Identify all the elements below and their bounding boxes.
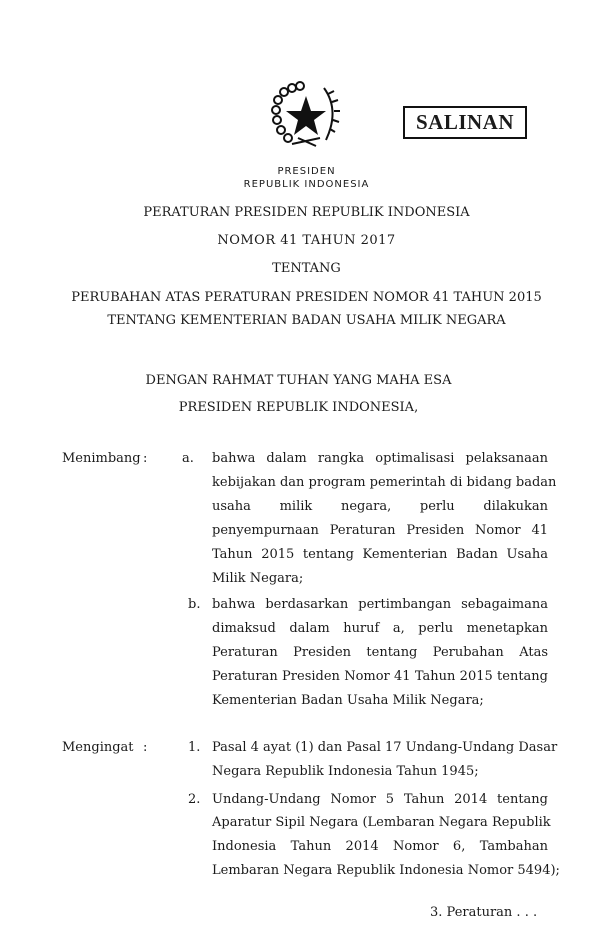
- menimbang-label: Menimbang: [62, 451, 141, 466]
- salinan-stamp: SALINAN: [403, 106, 527, 139]
- office-line-2: REPUBLIK INDONESIA: [243, 179, 370, 190]
- item-marker: a.: [182, 451, 194, 466]
- item-line: bahwa berdasarkan pertimbangan sebagaimana: [212, 597, 548, 612]
- item-marker: 1.: [188, 740, 201, 755]
- presidential-emblem: [268, 80, 344, 150]
- regulation-number: NOMOR 41 TAHUN 2017: [217, 233, 396, 248]
- item-line: usaha milik negara, perlu dilakukan: [212, 499, 548, 514]
- item-line: Milik Negara;: [212, 571, 304, 586]
- mengingat-colon: :: [143, 740, 148, 755]
- office-line-1: PRESIDEN: [277, 166, 336, 177]
- item-line: Negara Republik Indonesia Tahun 1945;: [212, 764, 479, 779]
- item-marker: 2.: [188, 792, 201, 807]
- item-line: dimaksud dalam huruf a, perlu menetapkan: [212, 621, 548, 636]
- preamble-line-1: DENGAN RAHMAT TUHAN YANG MAHA ESA: [145, 373, 452, 388]
- item-line: Kementerian Badan Usaha Milik Negara;: [212, 693, 484, 708]
- regulation-title: PERATURAN PRESIDEN REPUBLIK INDONESIA: [143, 205, 470, 220]
- item-line: bahwa dalam rangka optimalisasi pelaksanaan: [212, 451, 548, 466]
- item-line: Undang-Undang Nomor 5 Tahun 2014 tentang: [212, 792, 548, 807]
- item-marker: b.: [188, 597, 201, 612]
- page-continuation: 3. Peraturan . . .: [430, 905, 538, 920]
- preamble-line-2: PRESIDEN REPUBLIK INDONESIA,: [178, 400, 419, 415]
- menimbang-colon: :: [143, 451, 148, 466]
- item-line: penyempurnaan Peraturan Presiden Nomor 41: [212, 523, 548, 538]
- item-line: Peraturan Presiden Nomor 41 Tahun 2015 tentang: [212, 669, 548, 684]
- mengingat-label: Mengingat: [62, 740, 134, 755]
- regulation-about: TENTANG: [272, 261, 341, 276]
- regulation-subject-2: TENTANG KEMENTERIAN BADAN USAHA MILIK NEGARA: [107, 313, 506, 328]
- item-line: kebijakan dan program pemerintah di bidang badan: [212, 475, 557, 490]
- emblem-icon: [268, 80, 344, 150]
- item-line: Peraturan Presiden tentang Perubahan Atas: [212, 645, 548, 660]
- item-line: Pasal 4 ayat (1) dan Pasal 17 Undang-Undang Dasar: [212, 740, 558, 755]
- item-line: Aparatur Sipil Negara (Lembaran Negara Republik: [212, 815, 551, 830]
- regulation-subject-1: PERUBAHAN ATAS PERATURAN PRESIDEN NOMOR 41 TAHUN 2015: [71, 290, 542, 305]
- item-line: Indonesia Tahun 2014 Nomor 6, Tambahan: [212, 839, 548, 854]
- item-line: Lembaran Negara Republik Indonesia Nomor 5494);: [212, 863, 560, 878]
- item-line: Tahun 2015 tentang Kementerian Badan Usaha: [212, 547, 548, 562]
